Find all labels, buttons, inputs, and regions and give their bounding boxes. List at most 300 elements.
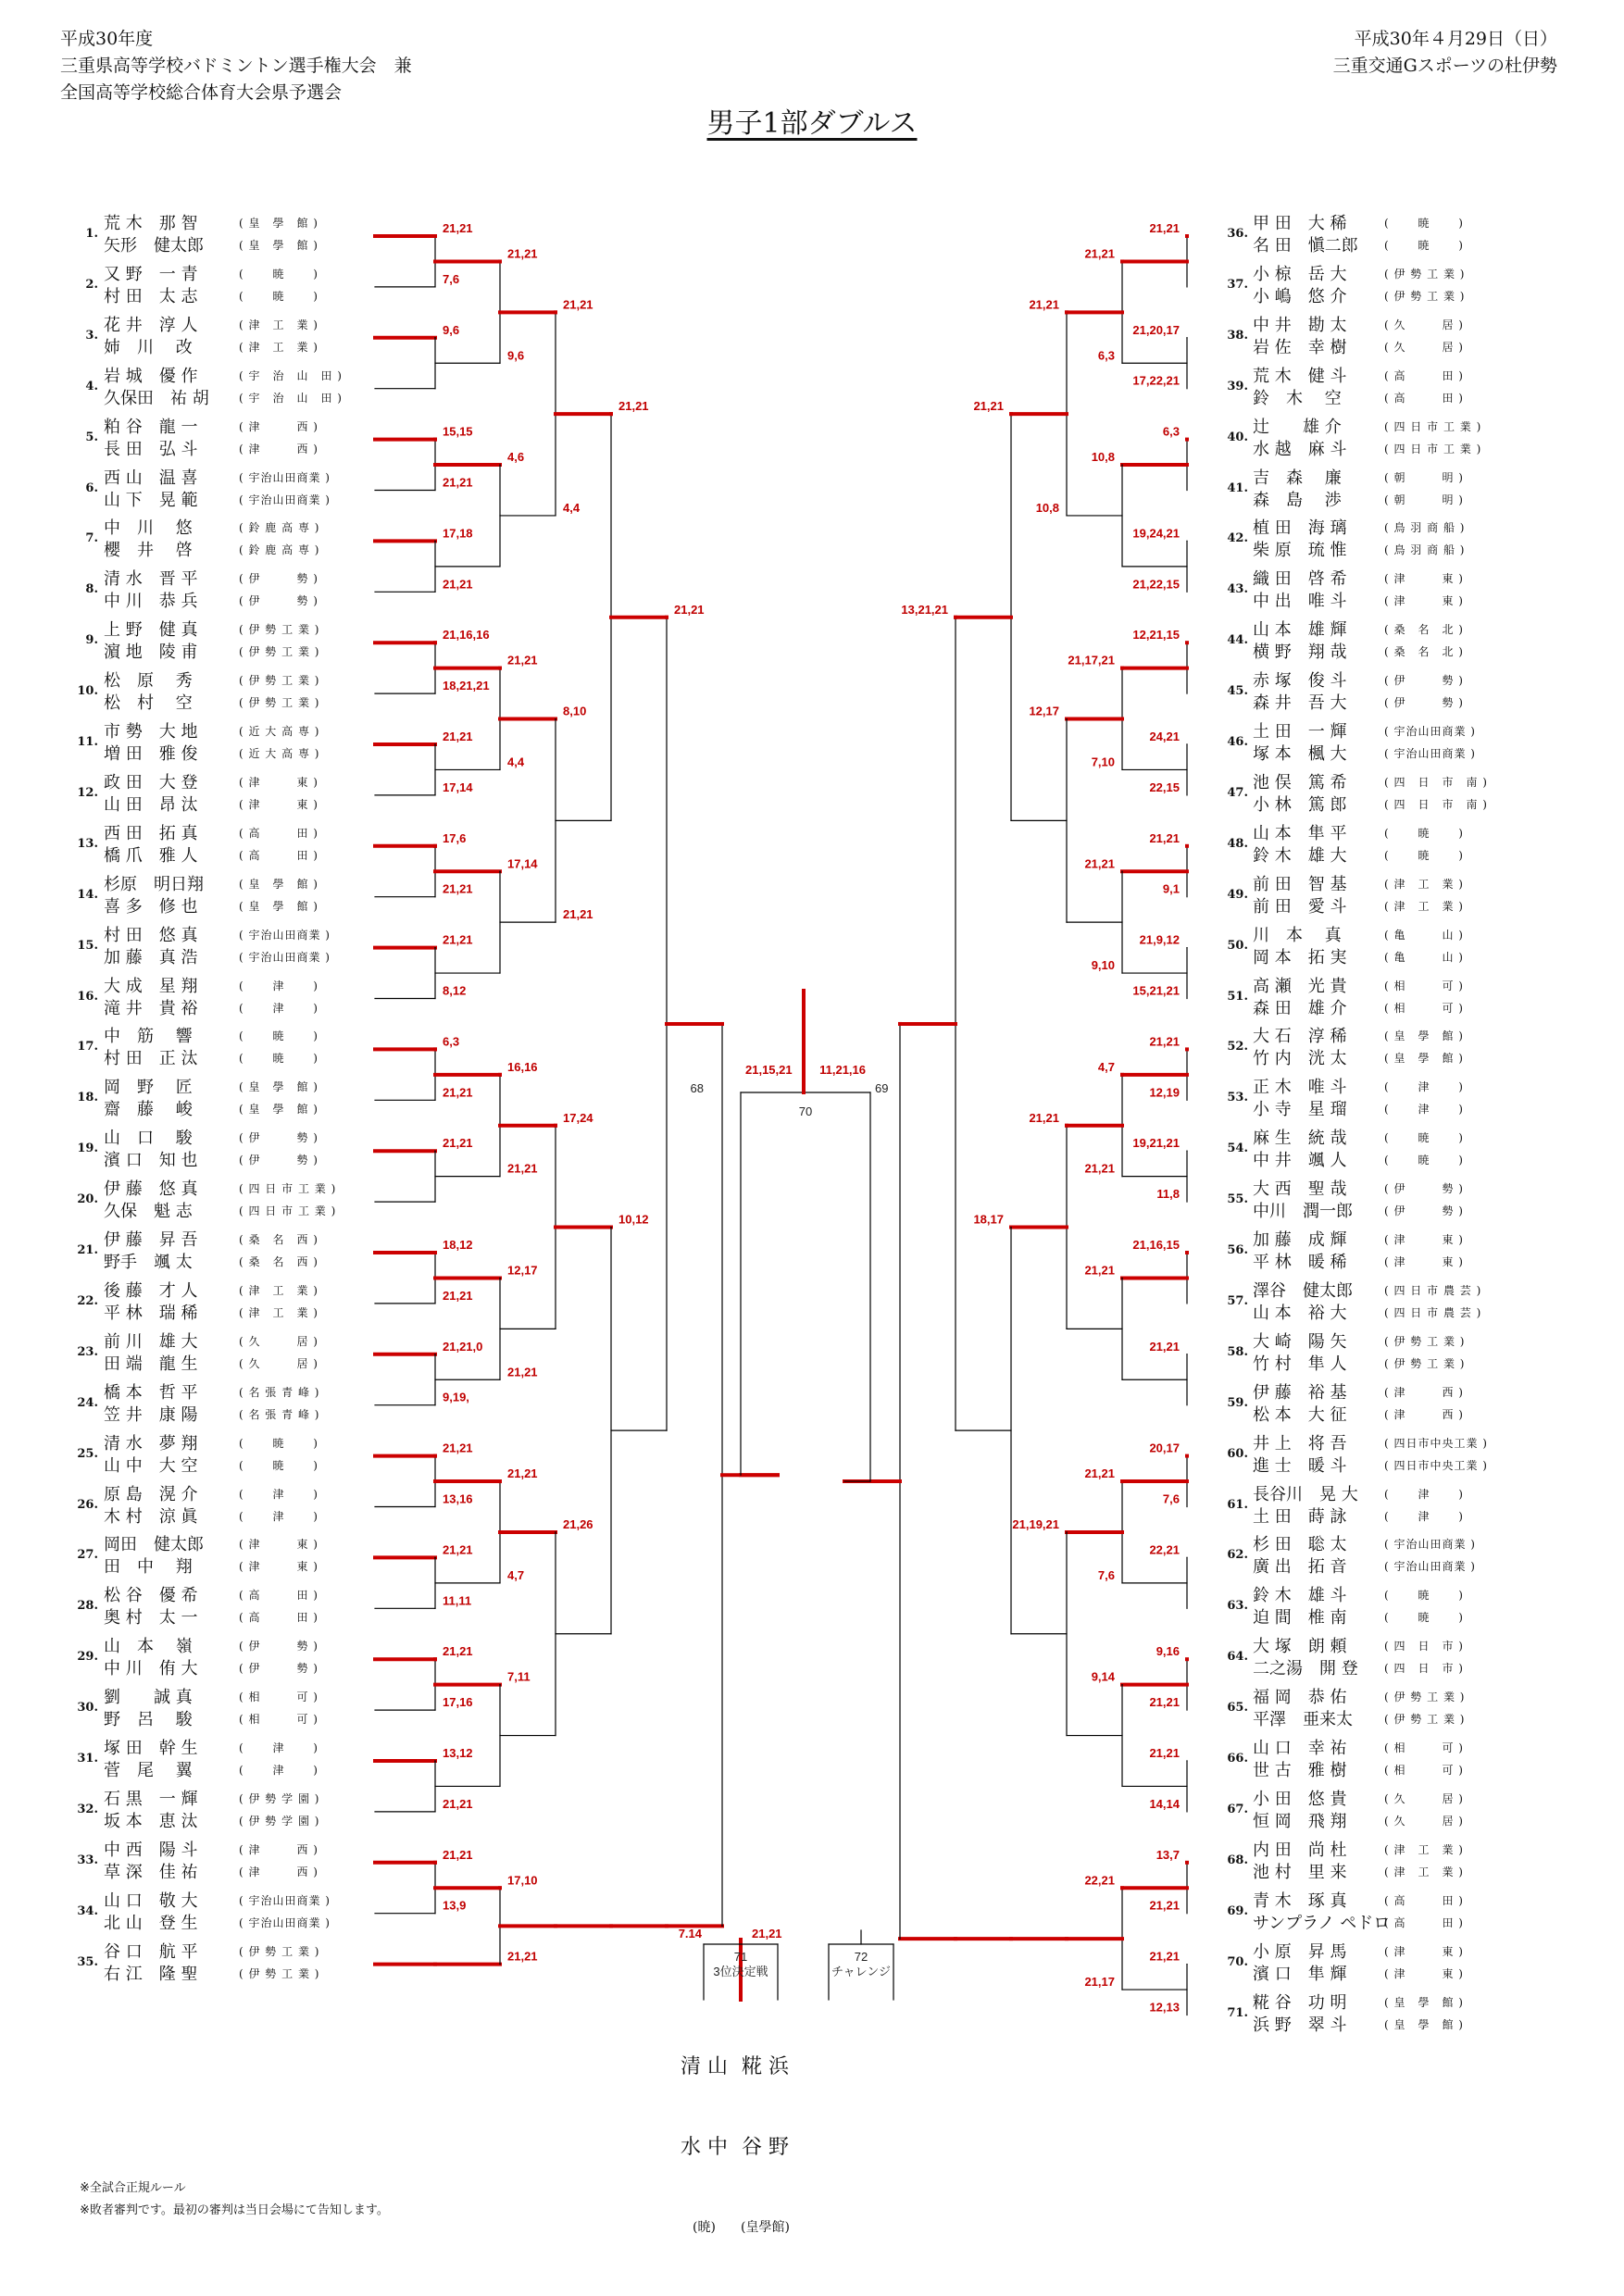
match-score: 15,21,21 <box>1132 983 1180 998</box>
player-1-school: ( 久 居 ) <box>239 1334 319 1348</box>
match-score: 6,3 <box>1097 348 1115 363</box>
match-score: 4,4 <box>563 500 581 515</box>
player-2-school: ( 朝 明 ) <box>1384 493 1464 506</box>
third-place-team-b-line1: 糀 浜 <box>741 2055 789 2078</box>
team-entry <box>0 719 1624 769</box>
seed-number: 69. <box>1227 1903 1248 1918</box>
team-entry <box>0 1634 1624 1684</box>
player-2-name: 進 士 暖 斗 <box>1253 1455 1347 1476</box>
player-1-school: ( 相 可 ) <box>1384 979 1464 992</box>
header-venue: 三重交通Gスポーツの杜伊勢 <box>1332 56 1557 76</box>
player-2-name: 矢形 健太郎 <box>104 236 204 256</box>
player-2-school: ( 宇治山田商業 ) <box>239 1915 331 1929</box>
seed-number: 21. <box>77 1243 98 1257</box>
player-2-school: ( 津 東 ) <box>239 797 319 811</box>
player-1-name: 谷 口 航 平 <box>104 1941 198 1962</box>
player-2-school: ( 津 ) <box>239 1001 319 1015</box>
player-2-school: ( 津 ) <box>1384 1103 1464 1117</box>
match-number: 70 <box>798 1104 813 1118</box>
player-1-school: ( 津 西 ) <box>239 1842 319 1856</box>
player-2-school: ( 四 日 市 工 業 ) <box>239 1204 337 1218</box>
player-2-name: 柴 原 琉 惟 <box>1253 541 1347 561</box>
player-1-school: ( 暁 ) <box>1384 1131 1464 1145</box>
match-score: 21,21 <box>443 1136 473 1151</box>
team-entry <box>0 1838 1624 1888</box>
match-score: 4,4 <box>507 755 525 769</box>
match-score: 21,16,15 <box>1132 1238 1180 1252</box>
player-1-school: ( 四 日 市 南 ) <box>1384 775 1488 789</box>
team-entry <box>0 1126 1624 1176</box>
player-2-name: 小 嶋 悠 介 <box>1253 286 1347 306</box>
match-score: 21,26 <box>563 1516 593 1531</box>
player-1-name: 原 島 滉 介 <box>104 1484 198 1504</box>
player-2-name: 橋 爪 雅 人 <box>104 845 198 866</box>
team-entry <box>0 1431 1624 1481</box>
player-2-name: 岡 本 拓 実 <box>1253 947 1347 967</box>
player-2-school: ( 津 西 ) <box>239 1865 319 1878</box>
player-2-school: ( 皇 學 館 ) <box>239 1103 319 1117</box>
player-2-school: ( 津 東 ) <box>1384 594 1464 608</box>
player-1-name: 荒 木 那 智 <box>104 214 198 233</box>
player-1-name: 西 田 拓 真 <box>104 823 198 843</box>
player-2-name: 名 田 愼二郎 <box>1253 236 1358 256</box>
player-2-name: 塚 本 楓 大 <box>1253 744 1347 764</box>
player-2-school: ( 桑 名 西 ) <box>239 1255 319 1268</box>
player-1-school: ( 津 東 ) <box>1384 572 1464 586</box>
player-2-name: 平澤 亜来太 <box>1253 1710 1353 1730</box>
player-2-name: 迫 間 椎 南 <box>1253 1608 1347 1628</box>
player-2-school: ( 宇治山田商業 ) <box>239 493 331 506</box>
player-2-school: ( 四 日 市 工 業 ) <box>1384 442 1482 455</box>
player-2-name: 濱 口 隼 輝 <box>1253 1964 1347 1984</box>
seed-number: 42. <box>1227 531 1248 546</box>
page-title: 男子1部ダブルス <box>706 107 918 140</box>
player-2-school: ( 四日市中央工業 ) <box>1384 1458 1488 1472</box>
player-1-school: ( 高 田 ) <box>239 826 319 840</box>
player-2-name: 池 村 里 来 <box>1253 1862 1347 1882</box>
player-2-name: 坂 本 恵 汰 <box>104 1811 198 1831</box>
match-score: 24,21 <box>1149 730 1180 743</box>
team-entry <box>0 466 1624 516</box>
player-2-school: ( 皇 學 館 ) <box>239 239 319 252</box>
third-place-team-a-school: (暁) <box>693 2220 716 2235</box>
player-2-name: 世 古 雅 樹 <box>1253 1761 1347 1780</box>
player-1-school: ( 皇 學 館 ) <box>1384 1995 1464 2009</box>
player-2-school: ( 相 可 ) <box>239 1713 319 1727</box>
player-2-name: 中 井 颯 人 <box>1253 1151 1347 1171</box>
player-2-name: 鈴 木 空 <box>1253 388 1342 408</box>
seed-number: 48. <box>1227 836 1248 851</box>
player-2-name: 喜 多 修 也 <box>104 896 198 917</box>
match-score: 16,16 <box>507 1059 538 1074</box>
match-score: 21,21 <box>443 881 473 896</box>
player-1-name: 清 水 夢 翔 <box>104 1433 198 1454</box>
seed-number: 5. <box>85 430 98 444</box>
player-1-school: ( 四 日 市 農 芸 ) <box>1384 1283 1482 1297</box>
player-1-name: 塚 田 幹 生 <box>104 1739 198 1758</box>
player-2-school: ( 暁 ) <box>239 289 319 303</box>
player-1-name: 伊 藤 裕 基 <box>1253 1382 1347 1403</box>
match-score: 13,16 <box>443 1491 473 1506</box>
match-score: 21,21 <box>443 932 473 947</box>
match-score: 21,21 <box>1149 1746 1180 1760</box>
player-1-name: 中 筋 響 <box>104 1027 193 1047</box>
seed-number: 53. <box>1227 1091 1248 1105</box>
player-1-school: ( 皇 學 館 ) <box>1384 1029 1464 1043</box>
player-2-name: 水 越 麻 斗 <box>1253 439 1347 459</box>
player-2-school: ( 近 大 高 専 ) <box>239 747 320 760</box>
team-entry <box>0 1024 1624 1074</box>
seed-number: 35. <box>77 1954 98 1969</box>
team-entry <box>0 516 1624 566</box>
player-1-school: ( 宇治山田商業 ) <box>239 1893 331 1907</box>
player-1-school: ( 鳥 羽 商 船 ) <box>1384 521 1466 535</box>
player-2-school: ( 相 可 ) <box>1384 1764 1464 1777</box>
match-score: 7,10 <box>1091 755 1115 769</box>
match-score: 21,21 <box>443 1085 473 1100</box>
player-2-name: 加 藤 真 浩 <box>104 947 198 967</box>
team-entry <box>0 1940 1624 1990</box>
match-score: 18,17 <box>973 1212 1004 1227</box>
seed-number: 3. <box>85 328 98 343</box>
player-1-school: ( 相 可 ) <box>239 1691 319 1704</box>
seed-number: 7. <box>85 531 98 546</box>
player-1-school: ( 津 東 ) <box>1384 1944 1464 1958</box>
match-score: 21,21 <box>507 246 538 261</box>
seed-number: 20. <box>77 1192 98 1207</box>
match-score: 21,21 <box>1149 1695 1180 1710</box>
match-score: 22,15 <box>1149 780 1180 794</box>
seed-number: 64. <box>1227 1650 1248 1665</box>
seed-number: 30. <box>77 1701 98 1716</box>
player-2-name: 横 野 翔 哉 <box>1253 643 1347 663</box>
player-1-name: 山 本 嶺 <box>104 1637 193 1657</box>
seed-number: 31. <box>77 1752 98 1766</box>
player-2-school: ( 津 ) <box>239 1509 319 1523</box>
seed-number: 28. <box>77 1599 98 1614</box>
match-score: 17,18 <box>443 526 473 541</box>
player-1-name: 辻 雄 介 <box>1253 417 1342 437</box>
player-2-name: 櫻 井 啓 <box>104 541 193 561</box>
seed-number: 59. <box>1227 1395 1248 1410</box>
player-2-school: ( 伊 勢 工 業 ) <box>1384 289 1466 303</box>
match-score: 21,21 <box>1084 1161 1115 1176</box>
player-2-school: ( 暁 ) <box>239 1458 319 1472</box>
seed-number: 36. <box>1227 227 1248 241</box>
player-1-school: ( 津 ) <box>239 1487 319 1501</box>
player-1-school: ( 皇 學 館 ) <box>239 1080 319 1094</box>
player-1-school: ( 伊 勢 ) <box>1384 674 1464 688</box>
match-score: 12,17 <box>1029 704 1059 718</box>
team-entry <box>0 1380 1624 1430</box>
seed-number: 56. <box>1227 1243 1248 1257</box>
player-1-school: ( 津 東 ) <box>1384 1233 1464 1246</box>
player-1-name: 土 田 一 輝 <box>1253 722 1347 742</box>
seed-number: 2. <box>85 277 98 292</box>
match-score: 21,21 <box>1084 1466 1115 1481</box>
seed-number: 6. <box>85 480 98 495</box>
team-entry <box>0 1736 1624 1786</box>
seed-number: 51. <box>1227 989 1248 1004</box>
final-score-right: 11,21,16 <box>819 1063 866 1077</box>
third-place-label: 3位決定戦 <box>713 1965 768 1978</box>
player-2-school: ( 名 張 青 峰 ) <box>239 1407 320 1421</box>
player-2-name: 平 林 瑞 稀 <box>104 1303 198 1323</box>
player-1-name: 小 椋 岳 大 <box>1253 264 1347 284</box>
match-score: 9,6 <box>443 322 460 337</box>
match-score: 11,8 <box>1156 1187 1180 1202</box>
match-score: 4,6 <box>507 450 525 465</box>
match-score: 21,21 <box>1149 830 1180 845</box>
player-2-school: ( 高 田 ) <box>239 1611 319 1625</box>
seed-number: 63. <box>1227 1599 1248 1614</box>
player-1-name: 山 口 駿 <box>104 1129 193 1149</box>
player-2-name: 前 田 愛 斗 <box>1253 896 1347 917</box>
seed-number: 29. <box>77 1650 98 1665</box>
player-2-name: 笠 井 康 陽 <box>104 1404 198 1425</box>
seed-number: 54. <box>1227 1142 1248 1156</box>
player-1-name: 山 本 雄 輝 <box>1253 620 1347 641</box>
player-1-school: ( 伊 勢 学 園 ) <box>239 1791 320 1805</box>
player-1-name: 麻 生 統 哉 <box>1253 1129 1347 1149</box>
team-entry <box>0 1177 1624 1227</box>
seed-number: 27. <box>77 1548 98 1563</box>
player-1-name: 後 藤 才 人 <box>104 1280 198 1301</box>
match-score: 21,21,0 <box>443 1339 483 1354</box>
match-score: 8,12 <box>443 983 467 998</box>
match-score: 12,13 <box>1149 2000 1180 2015</box>
player-1-name: 中 西 陽 斗 <box>104 1840 198 1860</box>
player-2-name: 右 江 隆 聖 <box>104 1964 198 1984</box>
match-score: 21,16,16 <box>443 628 490 643</box>
player-2-school: ( 暁 ) <box>239 1052 319 1066</box>
player-1-name: 劉 誠 真 <box>104 1688 193 1708</box>
match-score: 21,21 <box>443 577 473 592</box>
third-place-team-a <box>681 2000 728 2268</box>
match-score: 17,14 <box>443 780 473 794</box>
player-2-name: 濱 口 知 也 <box>104 1151 198 1171</box>
player-1-name: 西 山 温 喜 <box>104 468 198 488</box>
player-1-name: 村 田 悠 真 <box>104 925 198 945</box>
match-score: 21,21 <box>443 1796 473 1811</box>
player-1-name: 伊 藤 悠 真 <box>104 1179 198 1200</box>
player-2-school: ( 暁 ) <box>1384 1154 1464 1167</box>
third-place-team-b-line2: 谷 野 <box>741 2136 789 2159</box>
player-1-name: 又 野 一 青 <box>104 264 198 284</box>
player-2-school: ( 津 工 業 ) <box>239 340 319 354</box>
player-2-name: 恒 岡 飛 翔 <box>1253 1811 1347 1831</box>
player-2-school: ( 伊 勢 ) <box>239 1154 319 1167</box>
player-1-name: 植 田 海 璃 <box>1253 518 1347 539</box>
player-2-school: ( 津 東 ) <box>1384 1255 1464 1268</box>
player-2-name: 鈴 木 雄 大 <box>1253 845 1347 866</box>
match-score: 21,21 <box>443 1441 473 1455</box>
seed-number: 15. <box>77 938 98 953</box>
player-2-school: ( 皇 學 館 ) <box>1384 2017 1464 2031</box>
match-score: 21,21 <box>1149 221 1180 235</box>
seed-number: 26. <box>77 1497 98 1512</box>
player-2-name: 野手 颯 太 <box>104 1253 193 1272</box>
seed-number: 12. <box>77 785 98 800</box>
seed-number: 49. <box>1227 887 1248 902</box>
team-entry <box>0 415 1624 465</box>
player-2-name: 岩 佐 幸 樹 <box>1253 337 1347 357</box>
player-1-name: 荒 木 健 斗 <box>1253 366 1347 386</box>
player-2-school: ( 高 田 ) <box>1384 391 1464 405</box>
player-2-school: ( 久 居 ) <box>1384 1814 1464 1828</box>
player-2-name: 田 端 龍 生 <box>104 1354 198 1374</box>
player-1-school: ( 伊 勢 ) <box>239 1131 319 1145</box>
player-1-name: 大 塚 朗 頼 <box>1253 1637 1347 1657</box>
match-score: 8,10 <box>563 704 587 718</box>
player-2-name: 松 本 大 征 <box>1253 1404 1347 1425</box>
player-1-school: ( 宇治山田商業 ) <box>239 470 331 484</box>
player-1-name: 岩 城 優 作 <box>104 366 198 386</box>
seed-number: 67. <box>1227 1802 1248 1816</box>
player-1-name: 織 田 啓 希 <box>1253 569 1347 590</box>
player-2-name: 長 田 弘 斗 <box>104 439 198 459</box>
player-1-school: ( 亀 山 ) <box>1384 928 1464 942</box>
player-2-name: 浜 野 翠 斗 <box>1253 2015 1347 2035</box>
match-score: 15,15 <box>443 424 473 439</box>
match-score: 21,21 <box>1084 856 1115 871</box>
player-1-school: ( 伊 勢 工 業 ) <box>1384 1691 1466 1704</box>
team-entry <box>0 211 1624 261</box>
match-score: 4,7 <box>1097 1059 1115 1074</box>
match-score: 9,16 <box>1156 1644 1180 1659</box>
player-2-name: 増 田 雅 俊 <box>104 744 198 764</box>
seed-number: 13. <box>77 836 98 851</box>
seed-number: 71. <box>1227 2005 1248 2020</box>
challenge-number: 72 <box>854 1950 868 1964</box>
match-score: 21,17 <box>1084 1975 1115 1990</box>
match-score: 21,21 <box>1149 1898 1180 1913</box>
player-1-school: ( 皇 學 館 ) <box>239 217 319 230</box>
seed-number: 33. <box>77 1853 98 1867</box>
player-1-name: 小 原 昇 馬 <box>1253 1941 1347 1962</box>
player-2-school: ( 暁 ) <box>1384 848 1464 862</box>
match-score: 21,20,17 <box>1132 322 1180 337</box>
player-1-school: ( 津 工 業 ) <box>239 318 319 331</box>
player-1-name: 伊 藤 昇 吾 <box>104 1230 198 1250</box>
match-score: 12,19 <box>1149 1085 1180 1100</box>
player-1-school: ( 四 日 市 ) <box>1384 1640 1464 1653</box>
player-1-school: ( 伊 勢 工 業 ) <box>239 1944 320 1958</box>
player-1-school: ( 暁 ) <box>1384 217 1464 230</box>
header-qualifier: 全国高等学校総合体育大会県予選会 <box>60 82 343 103</box>
player-1-name: 清 水 晋 平 <box>104 569 198 590</box>
match-score: 9,19, <box>443 1390 469 1404</box>
player-1-name: 前 川 雄 大 <box>104 1331 198 1352</box>
player-2-school: ( 伊 勢 ) <box>1384 696 1464 710</box>
player-2-school: ( 伊 勢 ) <box>239 1662 319 1676</box>
match-score: 21,21 <box>443 1847 473 1862</box>
team-entry <box>0 1228 1624 1278</box>
team-entry <box>0 1532 1624 1582</box>
player-1-name: 大 西 聖 哉 <box>1253 1179 1347 1200</box>
third-place-score-b: 21,21 <box>752 1927 782 1940</box>
header-date: 平成30年４月29日（日） <box>1354 29 1557 49</box>
player-2-name: 森 島 渉 <box>1253 490 1342 510</box>
match-score: 21,21 <box>507 653 538 668</box>
player-2-name: 齋 藤 峻 <box>104 1100 193 1120</box>
player-2-school: ( 津 東 ) <box>239 1560 319 1574</box>
player-1-name: 岡 野 匠 <box>104 1078 193 1098</box>
player-1-school: ( 伊 勢 ) <box>1384 1182 1464 1196</box>
match-score: 22,21 <box>1084 1873 1115 1888</box>
match-score: 10,8 <box>1091 450 1115 465</box>
player-1-name: 岡田 健太郎 <box>104 1535 204 1555</box>
match-score: 21,17,21 <box>1068 653 1115 668</box>
player-1-school: ( 桑 名 北 ) <box>1384 623 1464 637</box>
player-1-school: ( 宇 治 山 田 ) <box>239 368 343 382</box>
seed-number: 11. <box>77 735 98 749</box>
player-1-name: 澤谷 健太郎 <box>1253 1280 1353 1301</box>
match-score: 17,10 <box>507 1873 538 1888</box>
player-2-school: ( 暁 ) <box>1384 239 1464 252</box>
player-2-school: ( 宇治山田商業 ) <box>1384 1560 1476 1574</box>
player-1-school: ( 暁 ) <box>239 267 319 281</box>
player-2-name: 野 呂 駿 <box>104 1710 193 1730</box>
player-1-school: ( 津 ) <box>1384 1487 1464 1501</box>
player-2-name: 菅 尾 翼 <box>104 1761 193 1780</box>
player-1-school: ( 暁 ) <box>239 1436 319 1450</box>
player-1-school: ( 宇治山田商業 ) <box>1384 725 1476 738</box>
player-2-name: 木 村 涼 眞 <box>104 1506 198 1527</box>
team-entry <box>0 618 1624 668</box>
player-1-name: 石 黒 一 輝 <box>104 1789 198 1809</box>
player-1-name: 杉 田 聡 太 <box>1253 1535 1347 1555</box>
seed-number: 4. <box>85 379 98 393</box>
player-2-school: ( 伊 勢 工 業 ) <box>239 645 320 659</box>
match-score: 21,21 <box>443 1542 473 1557</box>
player-1-name: 吉 森 廉 <box>1253 468 1342 488</box>
match-score: 13,7 <box>1156 1847 1180 1862</box>
match-score: 21,21 <box>443 221 473 235</box>
player-2-school: ( 津 西 ) <box>1384 1407 1464 1421</box>
player-2-school: ( 高 田 ) <box>1384 1915 1464 1929</box>
team-entry <box>0 872 1624 922</box>
player-2-school: ( 亀 山 ) <box>1384 950 1464 964</box>
player-1-school: ( 鈴 鹿 高 専 ) <box>239 521 320 535</box>
team-entry <box>0 1075 1624 1125</box>
player-2-school: ( 津 工 業 ) <box>239 1305 319 1319</box>
player-1-school: ( 津 東 ) <box>239 1538 319 1552</box>
seed-number: 57. <box>1227 1293 1248 1308</box>
player-2-school: ( 宇治山田商業 ) <box>239 950 331 964</box>
seed-number: 68. <box>1227 1853 1248 1867</box>
player-1-school: ( 津 ) <box>239 979 319 992</box>
player-1-school: ( 暁 ) <box>1384 1589 1464 1603</box>
player-1-name: 大 成 星 翔 <box>104 976 198 996</box>
team-entry <box>0 923 1624 973</box>
player-2-name: 竹 村 隼 人 <box>1253 1354 1347 1374</box>
player-1-name: 糀 谷 功 明 <box>1253 1992 1347 2013</box>
player-1-school: ( 伊 勢 工 業 ) <box>239 623 320 637</box>
player-2-school: ( 津 ) <box>1384 1509 1464 1523</box>
player-1-school: ( 四 日 市 工 業 ) <box>1384 419 1482 433</box>
player-1-name: 中 川 悠 <box>104 518 193 539</box>
player-2-name: 奥 村 太 一 <box>104 1608 198 1628</box>
player-1-name: 鈴 木 雄 斗 <box>1253 1586 1347 1606</box>
player-1-name: 川 本 真 <box>1253 925 1342 945</box>
player-2-school: ( 伊 勢 学 園 ) <box>239 1814 320 1828</box>
team-entry <box>0 974 1624 1024</box>
player-1-school: ( 津 ) <box>239 1741 319 1754</box>
player-2-name: 小 林 篤 郎 <box>1253 794 1347 815</box>
player-2-school: ( 四 日 市 南 ) <box>1384 797 1488 811</box>
player-2-name: 田 中 翔 <box>104 1557 193 1578</box>
